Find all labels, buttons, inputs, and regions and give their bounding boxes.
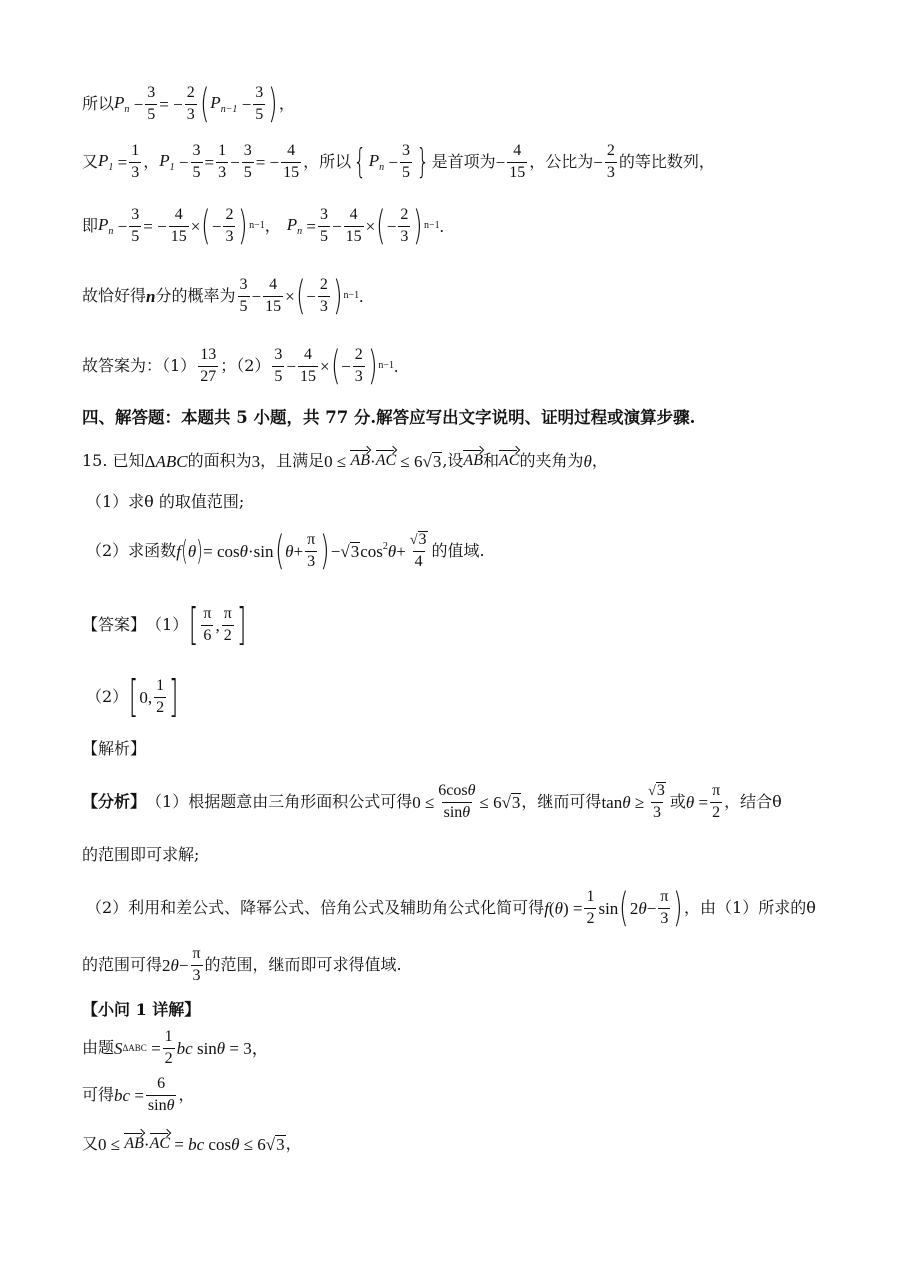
text: ，结合θ [724, 792, 782, 811]
text: 是首项为 [431, 152, 496, 171]
question-15-part1: （1）求θ 的取值范围; [86, 492, 245, 511]
text: （1） [146, 615, 189, 634]
text: （1）根据题意由三角形面积公式可得 [146, 792, 413, 811]
text: （2）利用和差公式、降幂公式、倍角公式及辅助角公式化简可得 [86, 898, 545, 917]
analysis-part1: 【分析】 （1）根据题意由三角形面积公式可得 0 ≤ $\frac{6\cos\theta}{\sin\theta}$ ≤ 6 √ 3 ，继而可得 tan θ ≥ √ 3 3 或 θ = $\frac{\pi}{2}$ ，结合θ [82, 781, 782, 822]
text: 即 [82, 216, 99, 235]
text: n [146, 286, 156, 306]
text: ，由（1）所求的θ [684, 898, 816, 917]
text: 又 [82, 152, 99, 171]
text: 故答案为：（1） [82, 356, 197, 375]
text: 的夹角为 [519, 451, 584, 470]
text: 可得 [82, 1085, 115, 1104]
analysis-label: 【解析】 [82, 739, 147, 758]
section-heading: 四、解答题：本题共 5 小题，共 77 分.解答应写出文字说明、证明过程或演算步骤. [82, 407, 696, 427]
line-general-term: 即 $P_n$ − $\frac{3}{5}$ = − $\frac{4}{15}$ × ( − $\frac{2}{3}$ ) n−1 ， $P_n$ = $\frac{3}{5}$ − $\frac{4}{15}$ × ( − $\frac{2}{3}$ ) n−1 . [82, 203, 444, 249]
text: ， [591, 451, 608, 470]
sub-question-1-label: 【小问 1 详解】 [82, 1000, 201, 1019]
analysis-part1-cont: 的范围即可求解; [82, 845, 200, 864]
text: 分的概率为 [155, 286, 236, 305]
text: 或 [669, 792, 686, 811]
text: ，且满足 [260, 451, 325, 470]
text: ；（2） [220, 356, 271, 375]
text: 的值域. [431, 541, 485, 560]
question-15: 15. 已知 Δ ABC 的面积为 3 ，且满足 0 ≤ AB · AC ≤ 6 √ 3 ,设 AB 和 AC 的夹角为 θ ， [82, 451, 608, 471]
text: 所以 [82, 94, 115, 113]
line-probability: 故恰好得 n 分的概率为 $\frac{3}{5}$ − $\frac{4}{15}$ × ( − $\frac{2}{3}$ ) n−1 . [82, 273, 364, 319]
analysis-part2: （2）利用和差公式、降幂公式、倍角公式及辅助角公式化简可得 f ( θ ) = $\frac{1}{2}$ sin ( 2 θ − $\frac{\pi}{3}$ ) ，由（1）所求的θ [86, 885, 816, 931]
text: ,设 [442, 451, 464, 470]
question-15-part2: （2）求函数 f ( θ ) = cos θ ·sin ( θ + $\frac{\pi}{3}$ ) − √ 3 $\cos^2$ θ + √ 3 4 的值域. [86, 528, 485, 574]
text: 的范围可得 [82, 955, 163, 974]
answer-part2: （2） [ 0, $\frac{1}{2}$ ] [86, 671, 179, 723]
solution-area: 由题 S ΔABC = $\frac{1}{2}$ bc sin θ = 3， [82, 1027, 269, 1067]
text: 的范围，继而即可求得值域. [204, 955, 402, 974]
text: 的等比数列， [618, 152, 715, 171]
line-initial: 又 $P_1$ = $\frac{1}{3}$ ， $P_1$ − $\frac{3}{5}$ = $\frac{1}{3}$ − $\frac{3}{5}$ = − $\frac{4}{15}$ ，所以 { $P_n$ − $\frac{3}{5}$ } 是首项为 − $\frac{4}{15}$ ，公比为 − $\frac{2}{3}$ 的等比数列， [82, 141, 715, 182]
text: ，继而可得 [521, 792, 602, 811]
line-answer-summary: 故答案为：（1） $\frac{13}{27}$ ；（2） $\frac{3}{5}$ − $\frac{4}{15}$ × ( − $\frac{2}{3}$ ) n−1 . [82, 343, 399, 389]
text: 由题 [82, 1038, 115, 1057]
solution-dot: 又 0 ≤ AB · AC = bc cos θ ≤ 6 √ 3 ， [82, 1134, 302, 1154]
text: 又 [82, 1134, 99, 1153]
text: 的面积为 [187, 451, 252, 470]
analysis-part2-cont: 的范围可得 2 θ − $\frac{\pi}{3}$ 的范围，继而即可求得值域. [82, 944, 402, 984]
text: ，公比为 [529, 152, 594, 171]
answer-part1: 【答案】 （1） [ $\frac{\pi}{6}$ , $\frac{\pi}{2}$ ] [82, 599, 247, 651]
text: 和 [482, 451, 499, 470]
text: 故恰好得 [82, 286, 147, 305]
text: 15. 已知 [82, 451, 145, 470]
text: （2）求函数 [86, 541, 177, 560]
text: ，所以 [303, 152, 352, 171]
solution-bc: 可得 bc = $\frac{6}{\sin\theta}$ ， [82, 1074, 195, 1114]
text: 【分析】 [82, 792, 147, 811]
text: （2） [86, 687, 129, 706]
text: 【答案】 [82, 615, 147, 634]
line-recurrence: 所以 $P_n$ − $\frac{3}{5}$ = − $\frac{2}{3}$ ( $P_{n-1}$ − $\frac{3}{5}$ ) ， [82, 81, 295, 127]
